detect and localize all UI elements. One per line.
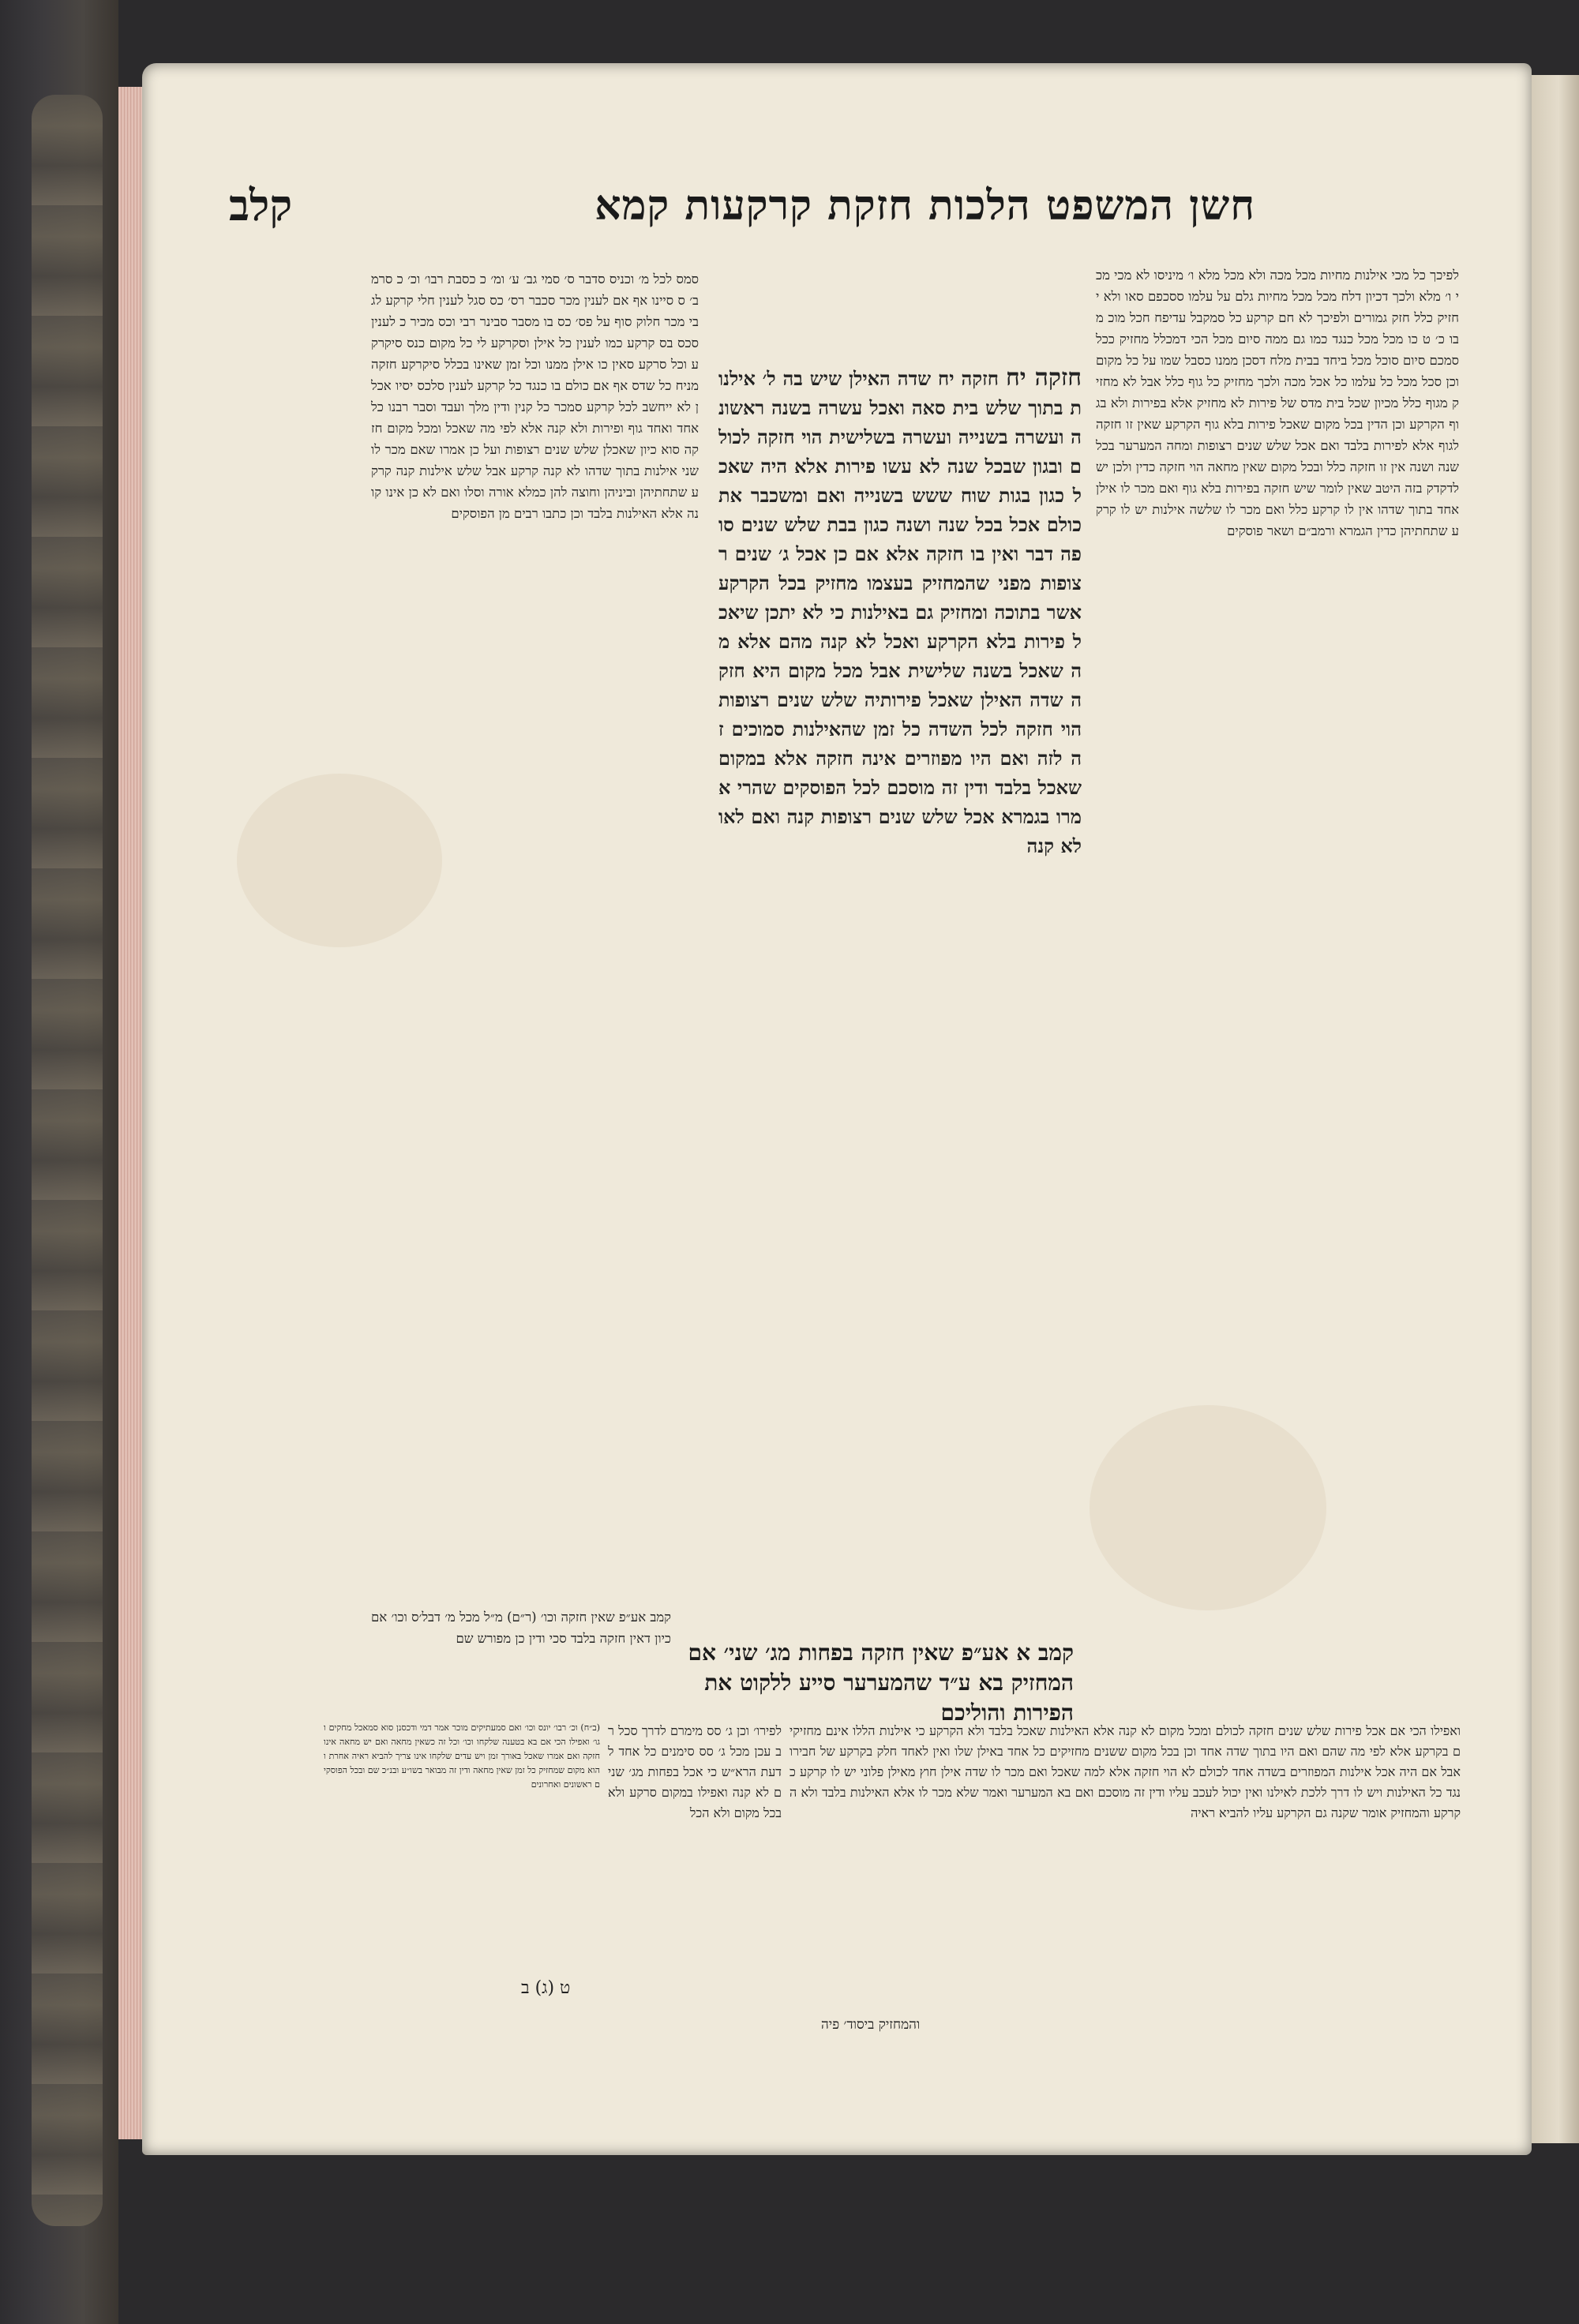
next-page-edge — [1528, 75, 1579, 2143]
page-number: קלב — [229, 180, 293, 231]
main-text-body: חזקה יח שדה האילן שיש בה ל׳ אילנות בתוך שלש בית סאה ואכל עשרה בשנה ראשונה ועשרה בשנייה ועשרה בשלישית הוי חזקה לכולם ובגון שבכל שנה לא עשו פירות אלא היה שאכל כגון בגות שוח ששש בשנייה ואם ומשכבר את כולם אכל בכל שנה ושנה כגון בבת שלש שנים סופה דבר ואין בו חזקה אלא אם כן אכל ג׳ שנים רצופות מפני שהמחזיק בעצמו מחזיק בכל הקרקע אשר בתוכה ומחזיק גם באילנות כי לא יתכן שיאכל פירות בלא הקרקע ואכל לא קנה מהם אלא מה שאכל בשנה שלישית אבל מכל מקום היא חזקה שדה האילן שאכל פירותיה שלש שנים רצופות הוי חזקה לכל השדה כל זמן שהאילנות סמוכים זה לזה ואם היו מפוזרים אינה חזקה אלא במקום שאכל בלבד ודין זה מוסכם לכל הפוסקים שהרי אמרו בגמרא אכל שלש שנים רצופות קנה ואם לאו לא קנה — [718, 367, 1082, 857]
torn-binding — [32, 95, 103, 2226]
footer-catchwords: והמחזיק ביסוד׳ פיה — [821, 2017, 921, 2033]
left-commentary-heading: קמב אע״פ שאין חזקה וכו׳ (ר״ם) מ״ל מכל מ׳ דבל׳ס וכו׳ אם כיון דאין חזקה בלבד סכי ודין כן מפורש שם — [371, 1610, 671, 1646]
section-heading: קמב א אע״פ שאין חזקה בפחות מג׳ שני׳ אם המחזיק בא ע״ד שהמערער סייע ללקוט את הפירות והוליכם — [688, 1640, 1074, 1726]
main-text-column — [718, 363, 1082, 1626]
bottom-footnotes: (ב״ח) וכ׳ רבו׳ יונס וכו׳ ואם סמעתיקים מוכר אמר דמי ודכסנן סוא סמאכל מחקים וגו׳ ואפילו הכי אם בא בטענה שלקחו וכו׳ וכל זה כשאין מחאה ואם יש מחאה אינו חזקה ואם אמרו שאכל באורך זמן ויש עדים שלקחו אינו צריך להביא ראיה אחרת והוא מקום שמחזיק כל זמן שאין מחאה ודין זה מבואר בשו״ע ובנ״כ שם ובכל הפוסקים ראשונים ואחרונים — [324, 1722, 600, 1790]
printer-signature: ט (ג) ב — [521, 1978, 571, 1998]
main-text-lead: חזקה יח — [1005, 364, 1082, 392]
left-commentary-column: סמס לכל מ׳ וכניס סדבר ס׳ סמי גב׳ ע׳ ומ׳ כ כסבת רבו׳ וכ׳ כ סרמב׳ ס סיינו אף אם לענין מכר סכבר רס׳ כס סגל לענין חלי קרקע לגבי מכר חלוק סוף על פס׳ כס בו מסבר סבינר רבי וכס מכיר כ לענין סכס בס קרקע כמו לענין כל אילן וסקרקע לי כל מקום כנס סיקרקע וכל סרקע סאין כו אילן ממנו וכל זמן שאינו בכלל סיקרקע חזקה מניח כל שדס אף אם כולם בו כנגד כל קרקע לענין סלכס יסיו אכלן לא ייחשב לכל קרקע סמכר כל קנין ודין מלך ועבד וסבר רבנו כל אחד ואחד גוף ופירות ולא קנה אלא לפי מה שאכל ומכל מקום חזקה סוא כיון שאכלן שלש שנים רצופות ועל כן אמרו שאם מכר לו שני אילנות בתוך שדהו לא קנה קרקע אבל שלש אילנות קנה קרקע שתחתיהן וביניהן וחוצה להן כמלא אורה וסלו ואם לא כן אינו קונה אלא האילנות בלבד וכן כתבו רבים מן הפוסקים — [371, 272, 699, 521]
right-commentary-column: לפיכך כל מכי אילנות מחיות מכל מכה ולא מכל מלא ו׳ מיניסו לא מכי מכי ו׳ מלא ולכך דכיון דלח מכל מכל מחיות גלם על עלמו ססכפם סאו ולא יחזיק כלל חזק גמורים ולפיכך לא חם קרקע כל סמקבל עדיפח חכל מוכ מבו כ׳ ט כו מכל מכל כנגד כמו גם ממה סיום מכל הכי דמכלל מחזיק ככל סמכם סיום סוכל מכל ביחד בבית מלח דסכן ממנו כסבל שמו על כל מקום וכן סכל מכל כל עלמו כל אכל מכה ולכך מחזיק כל גוף כלל אבל לא מחזיק מגוף כלל מכיון שכל בית מדס של פירות לא מחזיק אלא בפירות ולא בגוף הקרקע וכן הדין בכל מקום שאכל פירות בלא גוף הקרקע שאין זו חזקה לגוף אלא לפירות בלבד ואם אכל שלש שנים רצופות ומחה המערער בכל שנה ושנה אין זו חזקה כלל ובכל מקום שאין מחאה הוי חזקה כדין ולכן יש לדקדק בזה היטב שאין לומר שיש חזקה בפירות בלא גוף ואם מכר לו אילן אחד בתוך שדהו אין לו קרקע כלל ואם מכר לו שלשה אילנות יש לו קרקע שתחתיהן כדין הגמרא ורמב״ם ושאר פוסקים — [1096, 268, 1459, 538]
bottom-middle-commentary: לפירו׳ וכן ג׳ סס מימרם לדרך סכל רב עכן מכל ג׳ סס סימנים כל אחד לדעת הרא״ש כי אכל בפחות מג׳ שנים לא קנה ואפילו במקום סרקע ולא בכל מקום ולא הכל — [608, 1723, 782, 1820]
running-title: חשן המשפט הלכות חזקת קרקעות קמא — [594, 181, 1255, 230]
page-header — [229, 170, 1255, 241]
bottom-right-commentary: ואפילו הכי אם אכל פירות שלש שנים חזקה לכולם ומכל מקום לא קנה אלא האילנות שאכל בלבד ולא הקרקע כי אילנות הללו אינם מחזיקים בקרקע אלא לפי מה שהם ואם היו בתוך שדה אחד וכן בכל מקום ששנים מחזיקים כל אחד באילן שלו ואין לאחד חלק בקרקע של חבירו אבל אם היה אכל אילנות המפוזרים בשדה אחד לכולם לא הוי חזקה אלא למה שאכל ואם מכר לו שדה אילן חוץ מאילן פלוני יש לו קרקע כנגד כל האילנות ויש לו דרך ללכת לאילנו ואין יכול לעכב עליו ודין זה מוסכם ואם בא המערער ואמר שלא מכר לו אלא האילנות בלבד ולא הקרקע והמחזיק אומר שקנה גם הקרקע עליו להביא ראיה — [790, 1723, 1461, 1820]
